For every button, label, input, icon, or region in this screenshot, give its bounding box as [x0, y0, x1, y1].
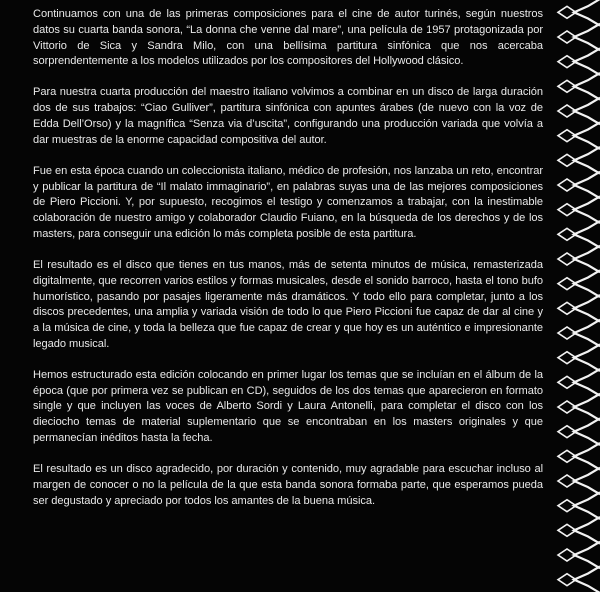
- paragraph-6: El resultado es un disco agradecido, por duración y contenido, muy agradable para escuchar incluso al margen de conocer o no la película de la que esta banda sonora formaba parte, que esperamos pueda ser degustado y apreciado por todos los amantes de la buena música.: [33, 463, 543, 507]
- chevron-ornament-icon: [558, 246, 600, 273]
- chevron-ornament-icon: [558, 98, 600, 125]
- chevron-ornament-icon: [558, 320, 600, 347]
- chevron-ornament-icon: [558, 369, 600, 396]
- chevron-ornament-icon: [558, 270, 600, 297]
- chevron-ornament-icon: [558, 517, 600, 544]
- paragraph-4: El resultado es el disco que tienes en tus manos, más de setenta minutos de música, remasterizada digitalmente, que recorren varios estilos y formas musicales, desde el sonido barroco, hasta el tono bufo humorístico, pasando por pasajes ligeramente más dramáticos. Y todo ello para completar, junto a los discos precedentes, una amplia y variada visión de todo lo que Piero Piccioni fue capaz de dar al cine y a la música de cine, y toda la belleza que fue capaz de crear y que hoy es un auténtico e impresionante legado musical.: [33, 258, 543, 350]
- chevron-ornament-icon: [558, 172, 600, 199]
- paragraph-2: Para nuestra cuarta producción del maestro italiano volvimos a combinar en un disco de larga duración dos de sus trabajos: “Ciao Gulliver”, partitura sinfónica con apuntes árabes (de nuevo con la voz de Edda Dell’Orso) y la magnífica “Senza via d’uscita”, configurando una producción variada que volvía a dar muestras de la enorme capacidad compositiva del autor.: [33, 86, 543, 146]
- chevron-ornament-icon: [558, 0, 600, 26]
- chevron-ornament-icon: [558, 418, 600, 445]
- chevron-ornament-icon: [558, 147, 600, 174]
- chevron-ornament-icon: [558, 73, 600, 100]
- chevron-ornament-icon: [558, 344, 600, 371]
- paragraph-3: Fue en esta época cuando un coleccionista italiano, médico de profesión, nos lanzaba un reto, encontrar y publicar la partitura de “Il malato immaginario”, en palabras suyas una de las mejores composiciones de Piero Piccioni. Y, por supuesto, recogimos el testigo y comenzamos a trabajar, con la inestimable colaboración de nuestro amigo y colaborador Claudio Fuiano, en la búsqueda de los derechos y de los masters, para conseguir una edición lo más completa posible de esta partitura.: [33, 164, 543, 240]
- chevron-ornament-icon: [558, 48, 600, 75]
- booklet-text: [33, 7, 543, 525]
- chevron-ornament-icon: [558, 295, 600, 322]
- chevron-ornament-icon: [558, 196, 600, 223]
- chevron-ornament-icon: [558, 492, 600, 519]
- chevron-ornament-icon: [558, 394, 600, 421]
- chevron-ornament-icon: [558, 468, 600, 495]
- chevron-ornament-icon: [558, 122, 600, 149]
- chevron-ornament-icon: [558, 24, 600, 51]
- chevron-ornament-icon: [558, 443, 600, 470]
- paragraph-5: Hemos estructurado esta edición colocando en primer lugar los temas que se incluían en el álbum de la época (que por primera vez se publican en CD), seguidos de los dos temas que aparecieron en formato single y que incluyen las voces de Alberto Sordi y Laura Antonelli, para completar el disco con los dieciocho temas de material suplementario que se encontraban en los masters originales y que permanecían inéditos hasta la fecha.: [33, 368, 543, 445]
- chevron-ornament-icon: [558, 566, 600, 592]
- paragraph-1: Continuamos con una de las primeras composiciones para el cine de autor turinés, según nuestros datos su cuarta banda sonora, “La donna che venne dal mare”, una película de 1957 protagonizada por Vittorio de Sica y Sandra Milo, con una bellísima partitura sinfónica que nos acercaba sorprendentemente a los modelos utilizados por los compositores del Hollywood clásico.: [33, 8, 543, 68]
- chevron-ornament-icon: [558, 542, 600, 569]
- zigzag-border-ornament: [554, 0, 600, 592]
- chevron-ornament-icon: [558, 221, 600, 248]
